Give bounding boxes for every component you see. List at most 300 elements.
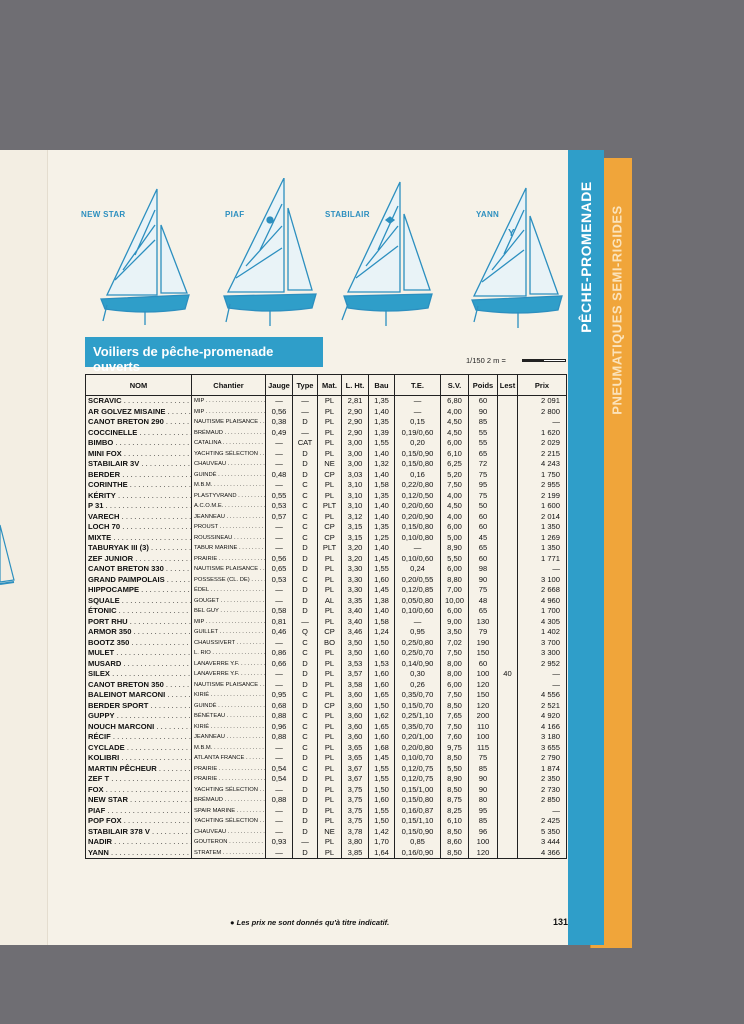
cell-longueur: 3,40	[342, 606, 369, 617]
cell-mat: PL	[318, 785, 342, 796]
cell-nom: ARMOR 350 . . .	[86, 627, 192, 638]
cell-poids: 48	[469, 596, 498, 607]
cell-mat: CP	[318, 522, 342, 533]
cell-prix: 2 091	[518, 396, 567, 407]
cell-type: —	[293, 428, 318, 439]
cell-nom: LOCH 70 . . .	[86, 522, 192, 533]
cell-poids: 150	[469, 690, 498, 701]
cell-prix: 3 444	[518, 837, 567, 848]
cell-surface-voilure: 5,00	[441, 533, 469, 544]
cell-longueur: 3,30	[342, 585, 369, 596]
cell-chantier: TABUR MARINE . . .	[192, 543, 266, 554]
table-row	[86, 659, 567, 670]
cell-jauge: 0,93	[266, 837, 293, 848]
cell-bau: 1,53	[369, 659, 395, 670]
cell-poids: 80	[469, 795, 498, 806]
cell-prix: 2 955	[518, 480, 567, 491]
cell-longueur: 3,20	[342, 543, 369, 554]
cell-lest	[498, 816, 518, 827]
cell-tirant-eau: 0,25/0,70	[395, 648, 441, 659]
cell-tirant-eau: 0,15/0,90	[395, 827, 441, 838]
cell-surface-voilure: 8,50	[441, 827, 469, 838]
cell-prix: 1 700	[518, 606, 567, 617]
cell-tirant-eau: 0,20	[395, 438, 441, 449]
cell-prix: 2 730	[518, 785, 567, 796]
cell-bau: 1,40	[369, 449, 395, 460]
cell-tirant-eau: 0,35/0,70	[395, 722, 441, 733]
cell-jauge: —	[266, 533, 293, 544]
cell-surface-voilure: 7,00	[441, 585, 469, 596]
cell-type: C	[293, 690, 318, 701]
cell-chantier: GUINDÉ . . .	[192, 701, 266, 712]
cell-lest	[498, 522, 518, 533]
cell-chantier: CHAUVEAU . . .	[192, 827, 266, 838]
table-row	[86, 596, 567, 607]
col-header-longueur: L. Ht.	[342, 375, 369, 396]
cell-mat: PL	[318, 774, 342, 785]
cell-jauge: —	[266, 396, 293, 407]
cell-poids: 100	[469, 732, 498, 743]
cell-mat: PL	[318, 449, 342, 460]
table-body	[86, 396, 567, 859]
cell-surface-voilure: 6,00	[441, 438, 469, 449]
cell-surface-voilure: 5,50	[441, 554, 469, 565]
cell-lest	[498, 701, 518, 712]
cell-mat: PL	[318, 732, 342, 743]
cell-longueur: 3,57	[342, 669, 369, 680]
side-tab-primary: PÊCHE-PROMENADE	[578, 181, 594, 333]
cell-longueur: 3,85	[342, 848, 369, 859]
price-footnote: ● Les prix ne sont donnés qu'à titre indicatif.	[230, 918, 390, 927]
cell-type: —	[293, 617, 318, 628]
partial-sailboat-drawing	[0, 520, 16, 600]
cell-tirant-eau: —	[395, 407, 441, 418]
section-title-banner: Voiliers de pêche-promenade ouverts	[85, 337, 323, 367]
cell-poids: 45	[469, 533, 498, 544]
cell-prix: 3 100	[518, 575, 567, 586]
cell-surface-voilure: 6,00	[441, 680, 469, 691]
cell-bau: 1,60	[369, 680, 395, 691]
cell-bau: 1,35	[369, 417, 395, 428]
cell-tirant-eau: 0,20/0,60	[395, 501, 441, 512]
table-row	[86, 480, 567, 491]
cell-mat: CP	[318, 701, 342, 712]
page-number: 131	[553, 917, 569, 927]
cell-tirant-eau: 0,26	[395, 680, 441, 691]
cell-mat: PL	[318, 659, 342, 670]
cell-nom: NEW STAR . . .	[86, 795, 192, 806]
cell-mat: PL	[318, 428, 342, 439]
cell-longueur: 3,00	[342, 459, 369, 470]
cell-tirant-eau: 0,24	[395, 564, 441, 575]
table-row	[86, 732, 567, 743]
cell-surface-voilure: 4,50	[441, 501, 469, 512]
col-header-lest: Lest	[498, 375, 518, 396]
cell-bau: 1,55	[369, 438, 395, 449]
cell-mat: PL	[318, 711, 342, 722]
cell-lest	[498, 837, 518, 848]
cell-jauge: 0,54	[266, 774, 293, 785]
cell-chantier: YACHTING SÉLECTION . . .	[192, 816, 266, 827]
cell-tirant-eau: 0,15/0,80	[395, 459, 441, 470]
cell-jauge: —	[266, 669, 293, 680]
cell-poids: 90	[469, 774, 498, 785]
cell-chantier: CATALINA . . .	[192, 438, 266, 449]
cell-bau: 1,40	[369, 470, 395, 481]
cell-tirant-eau: 0,16/0,87	[395, 806, 441, 817]
cell-surface-voilure: 7,50	[441, 722, 469, 733]
cell-prix: 4 243	[518, 459, 567, 470]
cell-mat: PL	[318, 480, 342, 491]
cell-type: C	[293, 501, 318, 512]
cell-chantier: ATLANTA FRANCE . . .	[192, 753, 266, 764]
cell-nom: FOX . . .	[86, 785, 192, 796]
cell-nom: NOUCH MARCONI . . .	[86, 722, 192, 733]
cell-mat: NE	[318, 827, 342, 838]
cell-lest	[498, 396, 518, 407]
cell-type: D	[293, 554, 318, 565]
cell-type: D	[293, 774, 318, 785]
cell-lest	[498, 638, 518, 649]
cell-type: D	[293, 543, 318, 554]
cell-type: D	[293, 680, 318, 691]
cell-chantier: PROUST . . .	[192, 522, 266, 533]
cell-surface-voilure: 7,50	[441, 480, 469, 491]
cell-prix: 1 350	[518, 522, 567, 533]
cell-nom: BOOTZ 350 . . .	[86, 638, 192, 649]
cell-jauge: 0,86	[266, 648, 293, 659]
cell-longueur: 3,46	[342, 627, 369, 638]
cell-poids: 79	[469, 627, 498, 638]
cell-longueur: 3,60	[342, 711, 369, 722]
sailboat-new-star-drawing	[95, 185, 195, 327]
col-header-tirant-eau: T.E.	[395, 375, 441, 396]
cell-mat: PL	[318, 690, 342, 701]
cell-poids: 90	[469, 407, 498, 418]
cell-mat: PL	[318, 575, 342, 586]
cell-jauge: —	[266, 848, 293, 859]
cell-chantier: NAUTISME PLAISANCE . . .	[192, 564, 266, 575]
cell-nom: SQUALE . . .	[86, 596, 192, 607]
cell-nom: TABURYAK III (3) . . .	[86, 543, 192, 554]
cell-mat: PL	[318, 795, 342, 806]
cell-tirant-eau: 0,12/0,85	[395, 585, 441, 596]
cell-tirant-eau: 0,30	[395, 669, 441, 680]
cell-lest	[498, 806, 518, 817]
cell-longueur: 3,12	[342, 512, 369, 523]
cell-chantier: M.B.M. . . .	[192, 480, 266, 491]
cell-bau: 1,45	[369, 585, 395, 596]
table-row	[86, 575, 567, 586]
cell-tirant-eau: 0,05/0,80	[395, 596, 441, 607]
cell-nom: BERDER . . .	[86, 470, 192, 481]
cell-poids: 55	[469, 438, 498, 449]
cell-lest	[498, 606, 518, 617]
cell-prix: —	[518, 669, 567, 680]
table-row	[86, 764, 567, 775]
cell-chantier: GUILLET . . .	[192, 627, 266, 638]
cell-nom: ZEF T . . .	[86, 774, 192, 785]
cell-jauge: 0,58	[266, 606, 293, 617]
cell-prix: 1 350	[518, 543, 567, 554]
cell-mat: PL	[318, 512, 342, 523]
table-row	[86, 491, 567, 502]
cell-mat: BO	[318, 638, 342, 649]
cell-mat: CP	[318, 627, 342, 638]
cell-prix: 2 668	[518, 585, 567, 596]
cell-prix: 2 029	[518, 438, 567, 449]
boat-label-yann: YANN	[476, 210, 500, 219]
boat-label-new-star: NEW STAR	[81, 210, 126, 219]
cell-jauge: —	[266, 596, 293, 607]
cell-longueur: 3,50	[342, 638, 369, 649]
col-header-poids: Poids	[469, 375, 498, 396]
cell-prix: 3 700	[518, 638, 567, 649]
cell-surface-voilure: 5,50	[441, 764, 469, 775]
table-row	[86, 711, 567, 722]
cell-type: D	[293, 449, 318, 460]
cell-prix: —	[518, 417, 567, 428]
cell-type: Q	[293, 627, 318, 638]
cell-nom: BERDER SPORT . . .	[86, 701, 192, 712]
cell-chantier: JEANNEAU . . .	[192, 512, 266, 523]
cell-surface-voilure: 6,00	[441, 522, 469, 533]
cell-jauge: —	[266, 680, 293, 691]
cell-nom: MULET . . .	[86, 648, 192, 659]
cell-mat: PL	[318, 753, 342, 764]
cell-bau: 1,32	[369, 459, 395, 470]
cell-tirant-eau: 0,15/1,10	[395, 816, 441, 827]
table-row	[86, 449, 567, 460]
cell-lest	[498, 417, 518, 428]
cell-tirant-eau: 0,85	[395, 837, 441, 848]
table-row	[86, 827, 567, 838]
cell-chantier: NAUTISME PLAISANCE . . .	[192, 417, 266, 428]
cell-mat: CP	[318, 533, 342, 544]
cell-jauge: —	[266, 459, 293, 470]
cell-poids: 72	[469, 459, 498, 470]
cell-jauge: —	[266, 438, 293, 449]
cell-tirant-eau: 0,14/0,90	[395, 659, 441, 670]
cell-longueur: 3,75	[342, 785, 369, 796]
cell-prix: 5 350	[518, 827, 567, 838]
cell-jauge: 0,56	[266, 554, 293, 565]
cell-bau: 1,62	[369, 711, 395, 722]
cell-jauge: 0,88	[266, 795, 293, 806]
cell-type: D	[293, 659, 318, 670]
cell-nom: P 31 . . .	[86, 501, 192, 512]
col-header-prix: Prix	[518, 375, 567, 396]
table-row	[86, 648, 567, 659]
cell-lest	[498, 512, 518, 523]
table-row	[86, 501, 567, 512]
cell-longueur: 3,67	[342, 774, 369, 785]
cell-chantier: PRAIRIE . . .	[192, 764, 266, 775]
cell-surface-voilure: 7,50	[441, 648, 469, 659]
cell-nom: BALEINOT MARCONI . . .	[86, 690, 192, 701]
cell-mat: PL	[318, 617, 342, 628]
cell-longueur: 3,10	[342, 480, 369, 491]
cell-surface-voilure: 8,50	[441, 753, 469, 764]
cell-bau: 1,70	[369, 837, 395, 848]
table-row	[86, 837, 567, 848]
cell-mat: PL	[318, 554, 342, 565]
cell-bau: 1,42	[369, 827, 395, 838]
cell-nom: KOLIBRI . . .	[86, 753, 192, 764]
scale-bar	[522, 359, 566, 362]
cell-poids: 60	[469, 659, 498, 670]
cell-bau: 1,65	[369, 690, 395, 701]
cell-mat: PL	[318, 743, 342, 754]
cell-tirant-eau: 0,10/0,80	[395, 533, 441, 544]
cell-chantier: MIP . . .	[192, 396, 266, 407]
cell-prix: 4 960	[518, 596, 567, 607]
cell-poids: 60	[469, 512, 498, 523]
cell-type: C	[293, 722, 318, 733]
cell-chantier: CHAUVEAU . . .	[192, 459, 266, 470]
cell-poids: 95	[469, 806, 498, 817]
cell-jauge: 0,56	[266, 407, 293, 418]
cell-jauge: —	[266, 753, 293, 764]
table-row	[86, 428, 567, 439]
table-row	[86, 669, 567, 680]
cell-mat: PL	[318, 806, 342, 817]
cell-lest	[498, 449, 518, 460]
cell-longueur: 3,58	[342, 680, 369, 691]
cell-jauge: 0,88	[266, 732, 293, 743]
table-row	[86, 606, 567, 617]
cell-surface-voilure: 8,60	[441, 837, 469, 848]
cell-poids: 75	[469, 491, 498, 502]
cell-poids: 85	[469, 764, 498, 775]
cell-mat: PL	[318, 396, 342, 407]
cell-surface-voilure: 6,10	[441, 449, 469, 460]
cell-prix: 1 771	[518, 554, 567, 565]
cell-nom: RÉCIF . . .	[86, 732, 192, 743]
cell-tirant-eau: 0,20/0,90	[395, 512, 441, 523]
boat-label-stabilair: STABILAIR	[325, 210, 370, 219]
cell-chantier: BRÉMAUD . . .	[192, 795, 266, 806]
cell-nom: ZEF JUNIOR . . .	[86, 554, 192, 565]
cell-bau: 1,50	[369, 701, 395, 712]
cell-jauge: —	[266, 522, 293, 533]
cell-type: —	[293, 396, 318, 407]
cell-mat: NE	[318, 459, 342, 470]
cell-nom: MUSARD . . .	[86, 659, 192, 670]
cell-lest	[498, 690, 518, 701]
cell-type: D	[293, 585, 318, 596]
col-header-nom: NOM	[86, 375, 192, 396]
cell-mat: PL	[318, 816, 342, 827]
cell-tirant-eau: 0,25/1,10	[395, 711, 441, 722]
table-row	[86, 554, 567, 565]
cell-lest	[498, 428, 518, 439]
cell-bau: 1,39	[369, 428, 395, 439]
cell-tirant-eau: —	[395, 543, 441, 554]
cell-poids: 65	[469, 606, 498, 617]
cell-lest	[498, 627, 518, 638]
col-header-mat: Mat.	[318, 375, 342, 396]
cell-poids: 60	[469, 522, 498, 533]
cell-prix: 3 180	[518, 732, 567, 743]
cell-poids: 98	[469, 564, 498, 575]
cell-bau: 1,68	[369, 743, 395, 754]
cell-tirant-eau: 0,16/0,90	[395, 848, 441, 859]
cell-lest	[498, 795, 518, 806]
cell-longueur: 3,67	[342, 764, 369, 775]
cell-poids: 120	[469, 848, 498, 859]
cell-longueur: 3,03	[342, 470, 369, 481]
cell-nom: PIAF . . .	[86, 806, 192, 817]
cell-prix: 2 800	[518, 407, 567, 418]
cell-prix: 2 425	[518, 816, 567, 827]
cell-jauge: —	[266, 638, 293, 649]
col-header-jauge: Jauge	[266, 375, 293, 396]
col-header-bau: Bau	[369, 375, 395, 396]
cell-surface-voilure: 8,90	[441, 543, 469, 554]
cell-longueur: 3,60	[342, 690, 369, 701]
cell-longueur: 3,30	[342, 564, 369, 575]
cell-poids: 65	[469, 449, 498, 460]
cell-type: D	[293, 785, 318, 796]
cell-tirant-eau: 0,20/0,55	[395, 575, 441, 586]
cell-lest	[498, 711, 518, 722]
cell-nom: MIXTE . . .	[86, 533, 192, 544]
cell-jauge: 0,65	[266, 564, 293, 575]
cell-nom: CYCLADE . . .	[86, 743, 192, 754]
cell-type: D	[293, 795, 318, 806]
cell-lest	[498, 564, 518, 575]
cell-chantier: CHAUSSIVERT . . .	[192, 638, 266, 649]
cell-bau: 1,40	[369, 543, 395, 554]
cell-type: D	[293, 564, 318, 575]
cell-lest	[498, 554, 518, 565]
cell-bau: 1,55	[369, 564, 395, 575]
cell-lest	[498, 753, 518, 764]
table-row	[86, 701, 567, 712]
cell-tirant-eau: 0,16	[395, 470, 441, 481]
cell-poids: 120	[469, 680, 498, 691]
cell-jauge: 0,54	[266, 764, 293, 775]
cell-mat: PLT	[318, 501, 342, 512]
cell-poids: 150	[469, 648, 498, 659]
cell-nom: ÉTONIC . . .	[86, 606, 192, 617]
cell-lest	[498, 743, 518, 754]
cell-type: D	[293, 606, 318, 617]
cell-surface-voilure: 10,00	[441, 596, 469, 607]
cell-chantier: BÉNÉTEAU . . .	[192, 711, 266, 722]
cell-nom: STABILAIR 378 V . . .	[86, 827, 192, 838]
cell-longueur: 3,60	[342, 701, 369, 712]
cell-nom: GUPPY . . .	[86, 711, 192, 722]
cell-mat: PLT	[318, 543, 342, 554]
cell-chantier: LANAVERRE Y.F. . . .	[192, 659, 266, 670]
cell-prix: 1 402	[518, 627, 567, 638]
table-row	[86, 407, 567, 418]
cell-lest	[498, 827, 518, 838]
cell-nom: GRAND PAIMPOLAIS . . .	[86, 575, 192, 586]
cell-type: C	[293, 764, 318, 775]
table-row	[86, 795, 567, 806]
cell-longueur: 3,35	[342, 596, 369, 607]
cell-lest	[498, 659, 518, 670]
cell-lest	[498, 617, 518, 628]
cell-prix: 2 952	[518, 659, 567, 670]
cell-mat: PL	[318, 848, 342, 859]
cell-bau: 1,55	[369, 774, 395, 785]
cell-type: CAT	[293, 438, 318, 449]
sailboat-piaf-drawing	[220, 178, 320, 328]
